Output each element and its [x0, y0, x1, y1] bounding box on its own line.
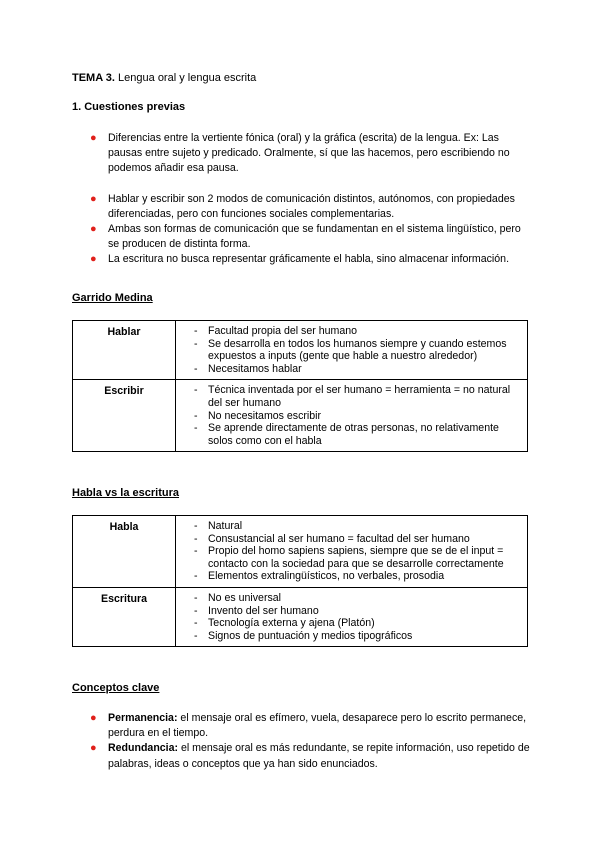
- list-item: ● Diferencias entre la vertiente fónica (oral) y la gráfica (escrita) de la lengua. Ex: Las pausas entre sujeto y predicado. Oralmente, sí que las hacemos, pero escribiendo no podemos añadir esa pausa.: [90, 132, 510, 175]
- bullet-icon: ●: [90, 192, 97, 205]
- bullet-icon: ●: [90, 223, 97, 236]
- list-item: - Natural: [194, 520, 243, 532]
- row-key: Escritura: [73, 587, 176, 646]
- section-heading-cuestiones: 1. Cuestiones previas: [72, 101, 186, 113]
- row-key: Hablar: [73, 321, 176, 380]
- list-item: - Signos de puntuación y medios tipográficos: [194, 629, 413, 642]
- table-row: [73, 321, 528, 380]
- list-item: - Se aprende directamente de otras personas, no relativamente solos como con el habla: [194, 422, 499, 447]
- table-hablar-escribir: [72, 320, 528, 452]
- row-items: [176, 516, 528, 588]
- row-items: [176, 380, 528, 452]
- table-row: [73, 587, 528, 646]
- document-title: [72, 72, 256, 84]
- list-item: - Consustancial al ser humano = facultad del ser humano: [194, 532, 470, 545]
- row-items: [176, 321, 528, 380]
- list-item: ● La escritura no busca representar gráficamente el habla, sino almacenar información.: [72, 252, 532, 267]
- row-key: Escribir: [73, 380, 176, 452]
- list-item: - Técnica inventada por el ser humano = herramienta = no natural del ser humano: [194, 384, 511, 409]
- row-items: [176, 587, 528, 646]
- list-item: - No es universal: [194, 591, 282, 604]
- list-item: - Elementos extralingüísticos, no verbales, prosodia: [194, 570, 445, 583]
- bullet-icon: ●: [90, 132, 97, 144]
- list-item: - Propio del homo sapiens sapiens, siempre que se de el input = contacto con la sociedad para que se desarrolle correctamente: [194, 545, 504, 570]
- title-text: Lengua oral y lengua escrita: [115, 72, 257, 84]
- list-item: ● Permanencia: el mensaje oral es efímero, vuela, desaparece pero lo escrito permanece, perdura en el tiempo.: [90, 712, 527, 740]
- list-item: ● Ambas son formas de comunicación que se fundamentan en el sistema lingüístico, pero se producen de distinta forma.: [90, 223, 521, 251]
- intro-bullet-list: [72, 131, 532, 268]
- table-habla-escritura: [72, 515, 528, 647]
- bullet-icon: ●: [90, 253, 97, 266]
- bullet-icon: ●: [90, 712, 97, 724]
- table-row: [73, 380, 528, 452]
- list-item: - Facultad propia del ser humano: [194, 325, 357, 337]
- list-item: ● Redundancia: el mensaje oral es más redundante, se repite información, uso repetido de palabras, ideas o conceptos que ya han sido enunciados.: [90, 742, 530, 770]
- title-number: TEMA 3.: [72, 72, 115, 84]
- list-item: - Se desarrolla en todos los humanos siempre y cuando estemos expuestos a inputs (gente que hable a nuestro alrededor): [194, 337, 507, 363]
- conceptos-bullet-list: [72, 711, 532, 772]
- list-item: - No necesitamos escribir: [194, 409, 322, 422]
- table-row: [73, 516, 528, 588]
- bullet-icon: ●: [90, 742, 97, 755]
- list-item: - Invento del ser humano: [194, 604, 319, 617]
- heading-conceptos-clave: Conceptos clave: [72, 682, 160, 694]
- list-item: - Tecnología externa y ajena (Platón): [194, 617, 375, 630]
- row-key: Habla: [73, 516, 176, 588]
- list-item: ● Hablar y escribir son 2 modos de comunicación distintos, autónomos, con propiedades diferenciadas, pero con funciones sociales complementarias.: [90, 192, 515, 220]
- list-item: - Necesitamos hablar: [194, 362, 302, 375]
- heading-garrido-medina: Garrido Medina: [72, 292, 153, 304]
- heading-habla-vs-escritura: Habla vs la escritura: [72, 487, 180, 499]
